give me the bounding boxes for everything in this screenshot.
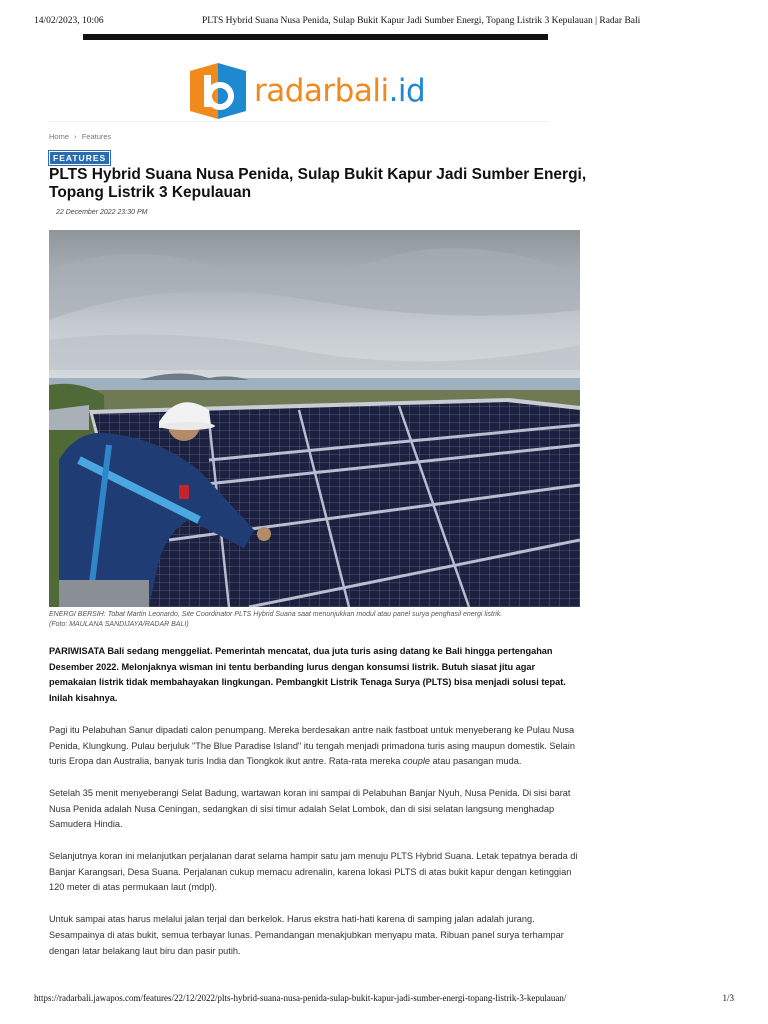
lead-kicker: PARIWISATA xyxy=(49,646,105,656)
page-number: 1/3 xyxy=(722,993,734,1003)
article-lead-paragraph: PARIWISATA Bali sedang menggeliat. Pemerintah mencatat, dua juta turis asing datang ke Bali hingga pertengahan Desember 2022. Melonjaknya wisman ini tentu berbanding lurus dengan konsumsi listrik. Butuh siasat jitu agar pemakaian listrik tidak membahayakan lingkungan. Pembangkit Listrik Tenaga Surya (PLTS) bisa menjadi solusi tepat. Inilah kisahnya. xyxy=(49,646,566,704)
article-paragraph: Selanjutnya koran ini melanjutkan perjalanan darat selama hampir satu jam menuju PLTS Hybrid Suana. Letak tepatnya berada di Banjar Karangsari, Desa Suana. Perjalanan cukup memacu adrenalin, karena lokasi PLTS di atas bukit kapur dengan ketinggian 120 meter di atas permukaan laut (mdpl). xyxy=(49,851,578,893)
breadcrumb-separator: › xyxy=(74,132,77,141)
site-wordmark: radarbali.id xyxy=(254,73,426,109)
print-header xyxy=(34,16,734,30)
site-logo[interactable] xyxy=(190,62,425,120)
breadcrumb-home-link[interactable]: Home xyxy=(49,132,70,141)
print-page-title: PLTS Hybrid Suana Nusa Penida, Sulap Bukit Kapur Jadi Sumber Energi, Topang Listrik 3 Kepulauan | Radar Bali xyxy=(202,16,641,26)
header-divider xyxy=(48,121,548,122)
breadcrumb-features-link[interactable]: Features xyxy=(81,132,112,141)
article-paragraph: Setelah 35 menit menyeberangi Selat Badung, wartawan koran ini sampai di Pelabuhan Banjar Nyuh, Nusa Penida. Di sisi barat Nusa Penida adalah Nusa Ceningan, sedangkan di sisi timur adalah Selat Lombok, dan di sisi selatan langsung menghadap Samudera Hindia. xyxy=(49,787,571,830)
category-badge[interactable]: FEATURES xyxy=(50,152,109,164)
radarbali-logo-icon xyxy=(190,63,246,119)
print-url: https://radarbali.jawapos.com/features/22/12/2022/plts-hybrid-suana-nusa-penida-sulap-bukit-kapur-jadi-sumber-energi-topang-listrik-3-kepulauan/ xyxy=(34,993,567,1003)
article-paragraph: Untuk sampai atas harus melalui jalan terjal dan berkelok. Harus ekstra hati-hati karena di samping jalan adalah jurang. Sesampainya di atas bukit, semua terbayar lunas. Pemandangan menakjubkan menyapu mata. Ribuan panel surya terhampar dengan latar belakang laut biru dan pasir putih. xyxy=(49,914,564,956)
article-date: 22 December 2022 23:30 PM xyxy=(56,209,148,216)
article-body xyxy=(49,644,582,975)
breadcrumb xyxy=(49,132,114,141)
top-divider-bar xyxy=(83,34,548,40)
article-paragraph: Pagi itu Pelabuhan Sanur dipadati calon penumpang. Mereka berdesakan antre naik fastboat untuk menyeberang ke Pulau Nusa Penida, Klungkung. Pulau berjuluk "The Blue Paradise Island" itu tengah menjadi primadona turis asing maupun domestik. Selain turis Eropa dan Australia, banyak turis India dan Tiongkok ikut antre. Rata-rata mereka couple atau pasangan muda. xyxy=(49,724,575,767)
print-timestamp: 14/02/2023, 10:06 xyxy=(34,16,104,26)
article-title: PLTS Hybrid Suana Nusa Penida, Sulap Bukit Kapur Jadi Sumber Energi, Topang Listrik 3 Kepulauan xyxy=(49,166,587,201)
article-photo xyxy=(49,230,580,607)
photo-caption: ENERGI BERSIH: Tobat Martin Leonardo, Site Coordinator PLTS Hybrid Suana saat menunjukkan modul atau panel surya penghasil energi listrik. (Foto: MAULANA SANDIJAYA/RADAR BALI) xyxy=(49,611,503,628)
print-footer xyxy=(34,993,734,1007)
